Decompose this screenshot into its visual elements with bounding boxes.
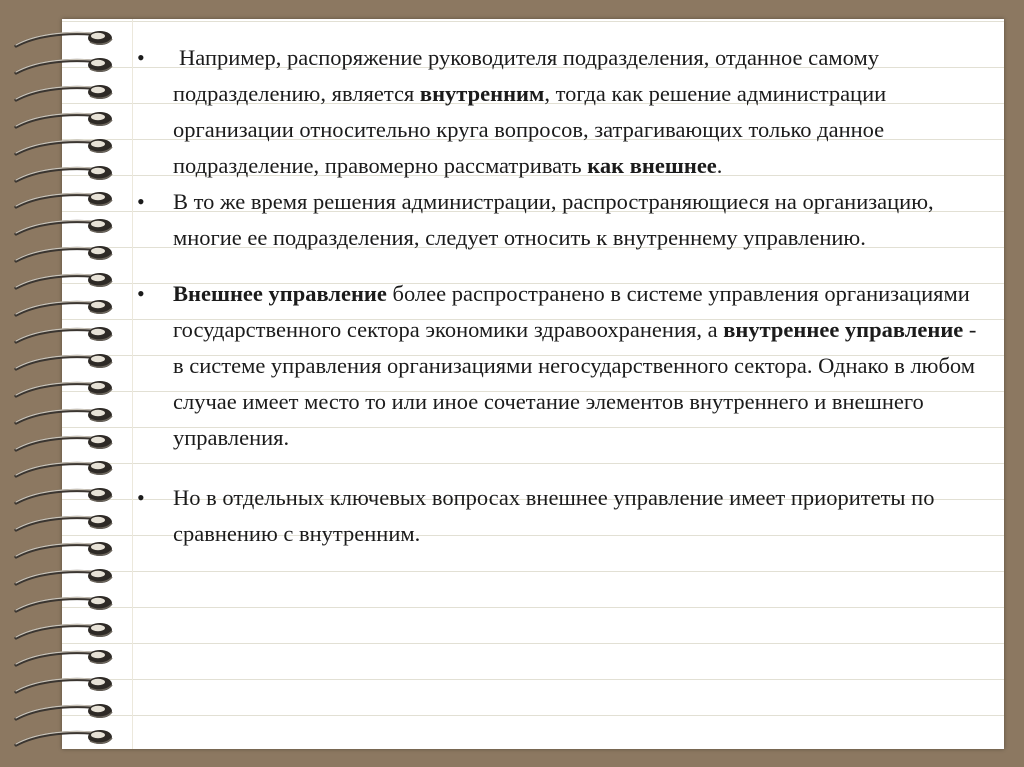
bullet-text [173,276,987,456]
bullet-item-2 [137,184,987,256]
spiral-ring-icon [12,55,122,79]
bullet-marker: • [137,45,145,70]
spiral-ring-icon [12,109,122,133]
text-run: В то же время решения администрации, распространяющиеся на организацию, многие ее подразделения, следует относить к внутреннему управлению. [173,189,934,250]
spiral-ring-icon [12,432,122,456]
spiral-ring-icon [12,297,122,321]
bullet-item-3 [137,276,987,456]
bullet-text [173,480,987,552]
spiral-ring-icon [12,647,122,671]
spiral-ring-icon [12,701,122,725]
bold-text-run: Внешнее управление [173,281,387,306]
text-run: . [716,153,723,178]
spiral-ring-icon [12,324,122,348]
text-run: Например, распоряжение руководителя подразделения, отданное самому подразделению, является [173,45,879,106]
bullet-text [173,40,987,184]
bullet-marker: • [137,189,145,214]
spiral-ring-icon [12,539,122,563]
spiral-ring-icon [12,189,122,213]
spiral-ring-icon [12,674,122,698]
spiral-ring-icon [12,620,122,644]
spiral-ring-icon [12,216,122,240]
spiral-ring-icon [12,727,122,751]
spiral-ring-icon [12,351,122,375]
margin-line [132,19,133,749]
bullet-marker: • [137,485,145,510]
slide-content [137,40,987,570]
bold-text-run: как внешнее [587,153,717,178]
text-run: - в системе управления организациями негосударственного сектора. Однако в любом случае имеет место то или иное сочетание элементов внутреннего и внешнего управления. [173,317,977,450]
spiral-ring-icon [12,270,122,294]
spiral-ring-icon [12,512,122,536]
spiral-ring-icon [12,485,122,509]
spiral-ring-icon [12,28,122,52]
bullet-item-4 [137,480,987,552]
bold-text-run: внутреннее управление [723,317,964,342]
text-run: , тогда как решение администрации организации относительно круга вопросов, затрагивающих только данное подразделение, правомерно рассматривать [173,81,887,178]
spiral-ring-icon [12,243,122,267]
spiral-ring-icon [12,593,122,617]
bold-text-run: внутренним [419,81,545,106]
text-run: более распространено в системе управления организациями государственного сектора экономики здравоохранения, а [173,281,970,342]
bullet-item-1 [137,40,987,184]
bullet-marker: • [137,281,145,306]
spiral-ring-icon [12,458,122,482]
spiral-ring-icon [12,82,122,106]
spiral-ring-icon [12,136,122,160]
spiral-ring-icon [12,405,122,429]
spiral-ring-icon [12,163,122,187]
spiral-ring-icon [12,378,122,402]
bullet-text [173,184,987,256]
text-run: Но в отдельных ключевых вопросах внешнее управление имеет приоритеты по сравнению с внутренним. [173,485,935,546]
spiral-ring-icon [12,566,122,590]
spiral-binding-icon [0,0,130,767]
